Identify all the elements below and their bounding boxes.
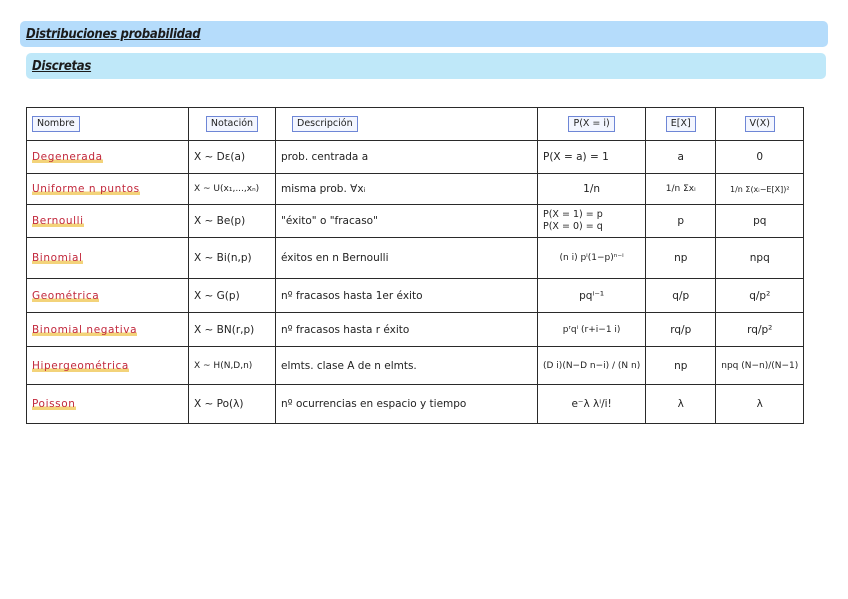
- notation-cell: X ~ G(p): [189, 279, 276, 313]
- distribution-name: Geométrica: [32, 289, 100, 302]
- description-cell: elmts. clase A de n elmts.: [276, 347, 538, 385]
- column-header: E[X]: [646, 108, 716, 141]
- pmf-cell: pqⁱ⁻¹: [538, 279, 646, 313]
- table-row: [27, 313, 804, 347]
- pmf-cell: [538, 205, 646, 238]
- description-cell: prob. centrada a: [276, 141, 538, 174]
- expectation-cell: np: [646, 238, 716, 279]
- table-row: [27, 238, 804, 279]
- table-row: [27, 174, 804, 205]
- variance-cell: rq/p²: [716, 313, 804, 347]
- expectation-cell: rq/p: [646, 313, 716, 347]
- table-row: [27, 205, 804, 238]
- section-title-bar: [26, 53, 826, 79]
- table-row: [27, 279, 804, 313]
- column-header: Descripción: [276, 108, 538, 141]
- description-cell: nº ocurrencias en espacio y tiempo: [276, 385, 538, 424]
- variance-cell: pq: [716, 205, 804, 238]
- notation-cell: X ~ H(N,D,n): [189, 347, 276, 385]
- description-cell: éxitos en n Bernoulli: [276, 238, 538, 279]
- column-header: V(X): [716, 108, 804, 141]
- pmf-line: P(X = 1) = p: [543, 209, 603, 220]
- expectation-cell: q/p: [646, 279, 716, 313]
- page-title: Distribuciones probabilidad: [26, 26, 201, 42]
- pmf-cell: P(X = a) = 1: [538, 141, 646, 174]
- table-header-row: [27, 108, 804, 141]
- column-header: Nombre: [27, 108, 189, 141]
- notation-cell: X ~ Be(p): [189, 205, 276, 238]
- pmf-cell: e⁻λ λⁱ/i!: [538, 385, 646, 424]
- expectation-cell: 1/n Σxᵢ: [646, 174, 716, 205]
- description-cell: "éxito" o "fracaso": [276, 205, 538, 238]
- description-cell: nº fracasos hasta 1er éxito: [276, 279, 538, 313]
- distribution-name: Binomial negativa: [32, 323, 138, 336]
- distributions-table: [26, 107, 804, 424]
- table-row: [27, 385, 804, 424]
- distribution-name: Hipergeométrica: [32, 359, 129, 372]
- notation-cell: X ~ BN(r,p): [189, 313, 276, 347]
- column-header: P(X = i): [538, 108, 646, 141]
- distribution-name: Uniforme n puntos: [32, 183, 140, 195]
- pmf-cell: (D i)(N−D n−i) / (N n): [538, 347, 646, 385]
- variance-cell: npq: [716, 238, 804, 279]
- pmf-line: P(X = 0) = q: [543, 221, 603, 232]
- expectation-cell: a: [646, 141, 716, 174]
- distribution-name: Bernoulli: [32, 215, 84, 227]
- expectation-cell: np: [646, 347, 716, 385]
- variance-cell: 0: [716, 141, 804, 174]
- expectation-cell: p: [646, 205, 716, 238]
- section-title: Discretas: [32, 58, 92, 74]
- pmf-cell: pʳqⁱ (r+i−1 i): [538, 313, 646, 347]
- page-title-bar: [20, 21, 828, 47]
- column-header: Notación: [189, 108, 276, 141]
- pmf-cell: 1/n: [538, 174, 646, 205]
- notation-cell: X ~ Po(λ): [189, 385, 276, 424]
- notation-cell: X ~ U(x₁,...,xₙ): [189, 174, 276, 205]
- expectation-cell: λ: [646, 385, 716, 424]
- notation-cell: X ~ Dε(a): [189, 141, 276, 174]
- table-row: [27, 347, 804, 385]
- notation-cell: X ~ Bi(n,p): [189, 238, 276, 279]
- table-row: [27, 141, 804, 174]
- variance-cell: λ: [716, 385, 804, 424]
- distribution-name: Poisson: [32, 398, 76, 410]
- distribution-name: Binomial: [32, 252, 83, 264]
- variance-cell: 1/n Σ(xᵢ−E[X])²: [716, 174, 804, 205]
- pmf-cell: (n i) pⁱ(1−p)ⁿ⁻ⁱ: [538, 238, 646, 279]
- distribution-name: Degenerada: [32, 151, 103, 163]
- description-cell: misma prob. ∀xᵢ: [276, 174, 538, 205]
- variance-cell: q/p²: [716, 279, 804, 313]
- description-cell: nº fracasos hasta r éxito: [276, 313, 538, 347]
- variance-cell: npq (N−n)/(N−1): [716, 347, 804, 385]
